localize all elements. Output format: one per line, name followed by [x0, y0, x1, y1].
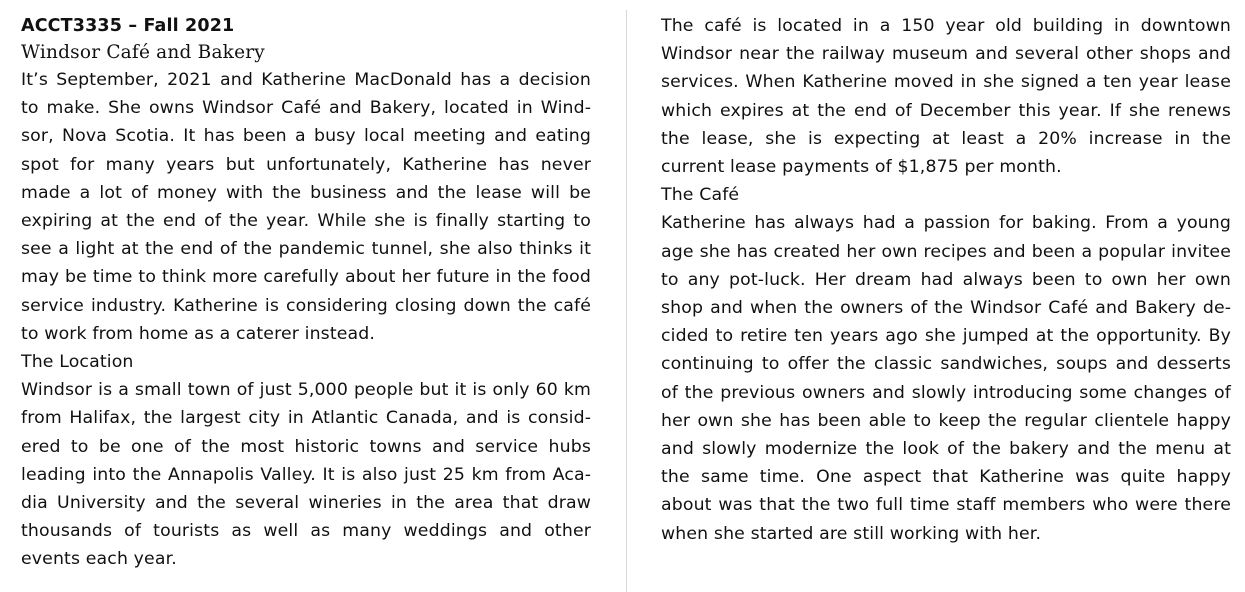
- left-column: [21, 12, 591, 574]
- course-code: ACCT3335 – Fall 2021: [21, 16, 235, 36]
- right-column: [661, 12, 1231, 548]
- cafe-heading: The Café: [661, 185, 740, 206]
- location-paragraph-2: The café is located in a 150 year old building in downtown Windsor near the railway museum and several other shops and services. When Katherine moved in she signed a ten year lease which expires at the end of December this year. If she renews the lease, she is expecting at least a 20% increase in the current lease payments of $1,875 per month.: [661, 16, 1231, 178]
- location-heading: The Location: [21, 352, 134, 373]
- column-divider: [626, 10, 627, 592]
- document-title: Windsor Café and Bakery: [21, 42, 265, 63]
- intro-paragraph: It’s September, 2021 and Katherine MacDonald has a decision to make. She owns Windsor Café and Bakery, located in Windsor, Nova Scotia. It has been a busy local meeting and eating spot for many years but unfortunately, Katherine has never made a lot of money with the business and the lease will be expiring at the end of the year. While she is finally starting to see a light at the end of the pandemic tunnel, she also thinks it may be time to think more carefully about her future in the food service industry. Katherine is considering closing down the café to work from home as a caterer instead.: [21, 70, 591, 344]
- cafe-paragraph-1: Katherine has always had a passion for baking. From a young age she has created her own recipes and been a popular invitee to any pot-luck. Her dream had always been to own her own shop and when the owners of the Windsor Café and Bakery decided to retire ten years ago she jumped at the opportunity. By continuing to offer the classic sandwiches, soups and desserts of the previous owners and slowly introducing some changes of her own she has been able to keep the regular clientele happy and slowly modernize the look of the bakery and the menu at the same time. One aspect that Katherine was quite happy about was that the two full time staff members who were there when she started are still working with her.: [661, 213, 1231, 544]
- location-paragraph-1: Windsor is a small town of just 5,000 people but it is only 60 km from Halifax, the largest city in Atlantic Canada, and is considered to be one of the most historic towns and service hubs leading into the Annapolis Valley. It is also just 25 km from Acadia University and the several wineries in the area that draw thousands of tourists as well as many weddings and other events each year.: [21, 380, 591, 570]
